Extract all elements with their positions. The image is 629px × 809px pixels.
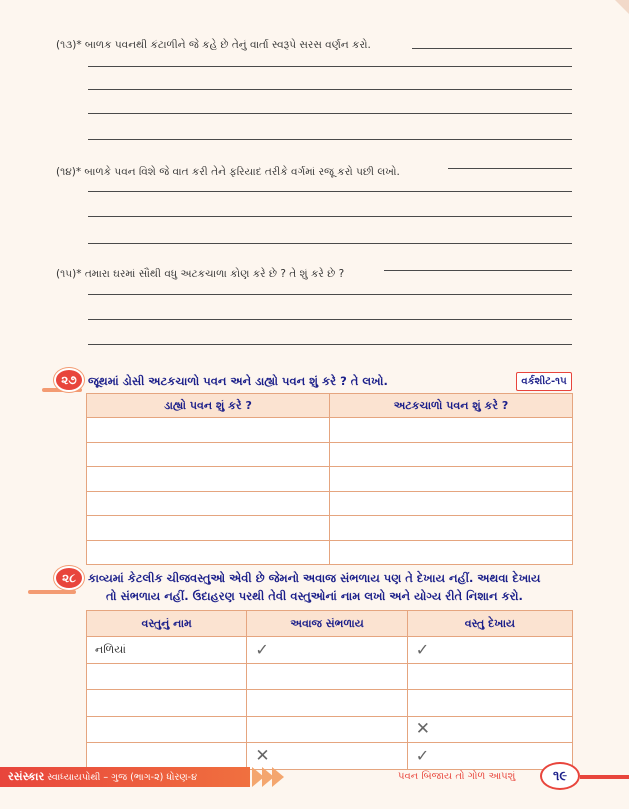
table-cell[interactable] (87, 442, 330, 467)
section-28-title-line1: કાવ્યમાં કેટલીક ચીજવસ્તુઓ એવી છે જેમનો અવાજ સંભળાય પણ તે દેખાય નહીં. અથવા દેખાય (88, 571, 541, 585)
check-icon: ✓ (255, 640, 269, 660)
cross-icon: ✕ (255, 745, 270, 766)
table-row (87, 467, 573, 492)
answer-line (88, 319, 572, 320)
answer-line (88, 66, 572, 67)
answer-line (88, 191, 572, 192)
question-15: (૧૫)* તમારા ઘરમાં સૌથી વધુ અટકચાળા કોણ કરે છે ? તે શું કરે છે ? (56, 268, 345, 280)
footer-rule (580, 775, 629, 779)
column-header-item-name: વસ્તુનું નામ (87, 611, 247, 637)
chevron-right-icon (272, 767, 284, 787)
column-header-item-visible: વસ્તુ દેખાય (407, 611, 572, 637)
column-header-naughty-wind: અટકચાળો પવન શું કરે ? (330, 394, 573, 418)
item-name-cell[interactable] (87, 743, 247, 770)
item-name-cell[interactable] (87, 663, 247, 690)
table-cell[interactable] (330, 467, 573, 492)
sound-cell[interactable] (247, 637, 407, 664)
section-27-table (86, 393, 573, 565)
table-row (87, 743, 573, 770)
section-28-table (86, 610, 573, 770)
answer-line (88, 243, 572, 244)
visible-cell[interactable] (407, 716, 572, 743)
answer-line (88, 294, 572, 295)
table-cell[interactable] (87, 516, 330, 541)
answer-line (88, 216, 572, 217)
table-cell[interactable] (87, 418, 330, 443)
footer-brand: રસંસ્કાર (8, 770, 45, 783)
section-27-title: જૂથમાં ડોસી અટકચાળો પવન અને ડાહ્યો પવન શું કરે ? તે લખો. (88, 374, 388, 388)
visible-cell[interactable] (407, 690, 572, 717)
table-row (87, 491, 573, 516)
check-icon: ✓ (415, 746, 430, 766)
footer-chapter-title: પવન બિજાય તો ગોળ આપશું (398, 771, 516, 782)
answer-line (448, 168, 572, 169)
item-name-cell[interactable]: નળિયાં (87, 637, 247, 664)
table-cell[interactable] (87, 467, 330, 492)
table-row (87, 516, 573, 541)
sound-cell[interactable] (247, 663, 407, 690)
sound-cell[interactable] (247, 716, 407, 743)
table-row (87, 637, 573, 664)
section-28-badge: ૨૮ (54, 566, 84, 590)
table-cell[interactable] (330, 540, 573, 565)
section-swoosh (28, 590, 76, 594)
table-cell[interactable] (330, 442, 573, 467)
answer-line (412, 48, 572, 49)
answer-line (88, 139, 572, 140)
table-cell[interactable] (87, 491, 330, 516)
sound-cell[interactable] (247, 743, 407, 770)
answer-line (384, 270, 572, 271)
table-row (87, 540, 573, 565)
answer-line (88, 89, 572, 90)
table-cell[interactable] (330, 516, 573, 541)
table-cell[interactable] (330, 491, 573, 516)
page-corner-decoration (615, 0, 629, 14)
item-name-cell[interactable] (87, 690, 247, 717)
cross-icon: ✕ (415, 719, 430, 740)
table-row (87, 716, 573, 743)
check-icon: ✓ (415, 640, 430, 660)
visible-cell[interactable] (407, 637, 572, 664)
page-number: ૧૯ (540, 762, 580, 790)
table-cell[interactable] (330, 418, 573, 443)
question-14: (૧૪)* બાળકે પવન વિશે જે વાત કરી તેને ફરિયાદ તરીકે વર્ગમાં રજૂ કરો પછી લખો. (56, 166, 400, 178)
visible-cell[interactable] (407, 663, 572, 690)
footer-left-text (8, 770, 197, 784)
footer-subtitle: સ્વાધ્યાયપોથી – ગુજ (ભાગ-૨) ધોરણ-૪ (47, 772, 197, 783)
section-28-title-line2: તો સંભળાય નહીં. ઉદાહરણ પરથી તેવી વસ્તુઓનાં નામ લખો અને યોગ્ય રીતે નિશાન કરો. (106, 589, 523, 603)
answer-line (88, 344, 572, 345)
table-cell[interactable] (87, 540, 330, 565)
table-row (87, 690, 573, 717)
table-row (87, 418, 573, 443)
table-row (87, 442, 573, 467)
question-13: (૧૩)* બાળક પવનથી કંટાળીને જે કહે છે તેનું વાર્તા સ્વરૂપે સરસ વર્ણન કરો. (56, 39, 371, 51)
column-header-sound-heard: અવાજ સંભળાય (247, 611, 407, 637)
section-27-badge: ૨૭ (54, 368, 84, 392)
worksheet-tag: વર્કશીટ-૧૫ (516, 372, 572, 391)
answer-line (88, 113, 572, 114)
sound-cell[interactable] (247, 690, 407, 717)
column-header-wise-wind: ડાહ્યો પવન શું કરે ? (87, 394, 330, 418)
table-row (87, 663, 573, 690)
item-name-cell[interactable] (87, 716, 247, 743)
